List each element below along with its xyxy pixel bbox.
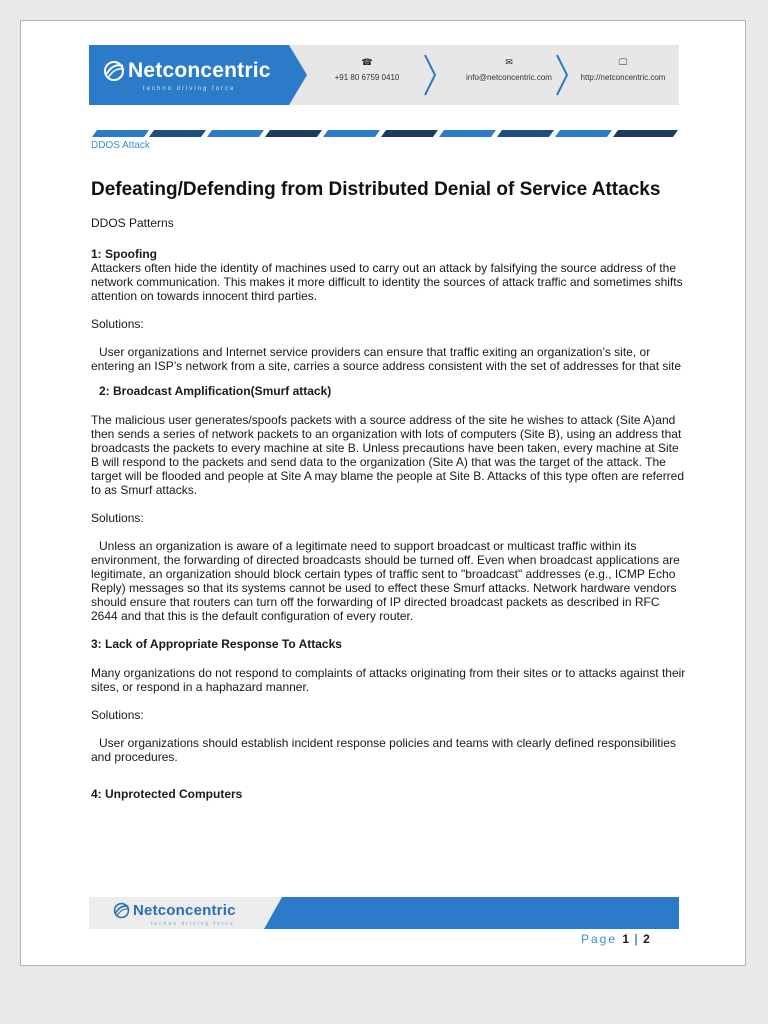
envelope-icon: ✉ <box>505 57 513 67</box>
footer-brand-name: Netconcentric <box>133 902 236 919</box>
page-separator: | <box>634 932 638 946</box>
swirl-logo-icon <box>113 902 130 919</box>
header-phone <box>307 57 427 82</box>
solutions-label: Solutions: <box>91 317 144 331</box>
document-content <box>91 179 686 801</box>
email-address: info@netconcentric.com <box>466 73 552 82</box>
phone-number: +91 80 6759 0410 <box>334 73 400 82</box>
total-pages: 2 <box>643 932 650 946</box>
subtitle: DDOS Patterns <box>91 216 174 230</box>
phone-icon: ☎ <box>361 57 373 67</box>
footer-logo <box>113 902 236 927</box>
page-number <box>581 932 650 946</box>
header-tagline: techno driving force <box>143 86 236 92</box>
solutions-label: Solutions: <box>91 708 144 722</box>
section-body: Attackers often hide the identity of machines used to carry out an attack by falsifying the source address of the network communication. This makes it more difficult to identity the sources of attack traffic and sometimes shifts attention on towards innocent third parties. <box>91 261 683 303</box>
section-heading: 1: Spoofing <box>91 247 157 261</box>
page-header <box>89 45 679 105</box>
section-body: Many organizations do not respond to complaints of attacks originating from their sites or to attacks against their sites, or respond in a haphazard manner. <box>91 666 686 694</box>
footer-tagline: techno driving force <box>151 921 235 927</box>
header-logo <box>103 59 271 92</box>
swirl-logo-icon <box>103 60 125 82</box>
solutions-label: Solutions: <box>91 511 144 525</box>
header-email <box>449 57 569 82</box>
chevron-right-icon <box>423 53 437 97</box>
document-page <box>20 20 746 966</box>
monitor-icon: 🖵 <box>618 57 628 67</box>
section-heading: 4: Unprotected Computers <box>91 787 243 801</box>
solution-text: Unless an organization is aware of a legitimate need to support broadcast or multicast traffic within its environment, the forwarding of directed broadcasts should be turned off. Even when broadcast applications are legitimate, an organization should block certain types of traffic sent to "broadcast" addresses (e.g., ICMP Echo Reply) messages so that its systems cannot be used to effect these Smurf attacks. Network hardware vendors should ensure that routers can turn off the forwarding of IP directed broadcast packets as described in RFC 2644 and that this is the default configuration of every router. <box>91 539 680 623</box>
page-footer <box>89 897 679 929</box>
current-page: 1 <box>622 932 630 946</box>
header-brand-name: Netconcentric <box>128 59 271 82</box>
website-url: http://netconcentric.com <box>580 73 666 82</box>
page-label: Page <box>581 932 618 946</box>
breadcrumb: DDOS Attack <box>91 140 150 151</box>
page-title: Defeating/Defending from Distributed Denial of Service Attacks <box>91 179 661 200</box>
solution-text: User organizations should establish incident response policies and teams with clearly defined responsibilities and procedures. <box>91 736 676 764</box>
section-heading: 2: Broadcast Amplification(Smurf attack) <box>99 384 332 398</box>
footer-blue-band <box>264 897 679 929</box>
section-body: The malicious user generates/spoofs packets with a source address of the site he wishes to attack (Site A)and then sends a series of network packets to an organization with lots of computers (Site B), using an address that broadcasts the packets to every machine at site B. Unless precautions have been taken, every machine at Site B will respond to the packets and send data to the organization (Site A) that was the target of the attack. The target will be flooded and people at Site A may blame the people at Site B. Attacks of this type often are referred to as Smurf attacks. <box>91 413 685 497</box>
header-website <box>563 57 679 82</box>
decorative-stripe-bar <box>89 130 679 137</box>
solution-text: User organizations and Internet service providers can ensure that traffic exiting an organization’s site, or entering an ISP’s network from a site, carries a source address consistent with the set of addresses for that site <box>91 345 682 373</box>
section-heading: 3: Lack of Appropriate Response To Attacks <box>91 637 342 651</box>
